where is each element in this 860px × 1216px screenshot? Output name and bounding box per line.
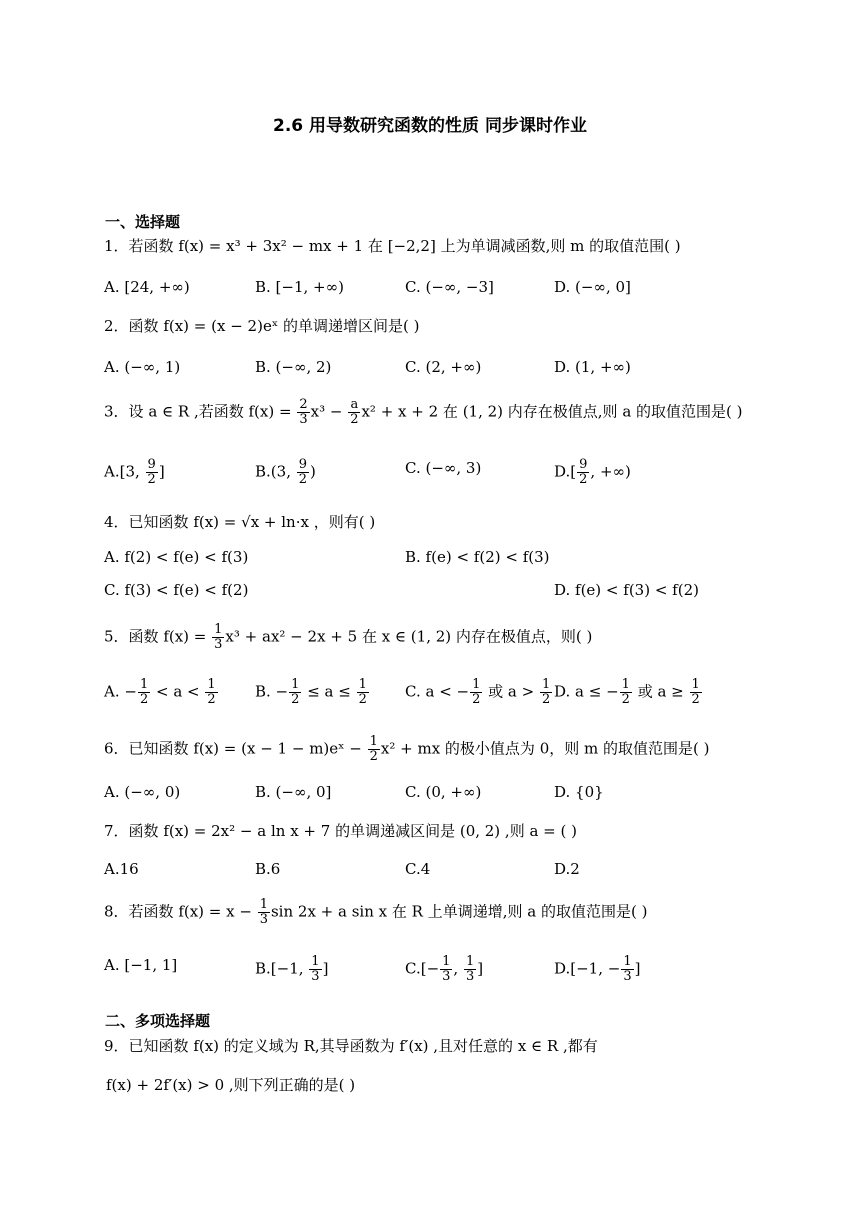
option-b[interactable]: B. − $\frac{1}{2}$ ≤ a ≤ $\frac{1}{2}$ [255,677,367,707]
question-4-options [104,547,764,569]
question-number: 9． [104,1037,129,1055]
question-text: 函数 f(x) = 2x² − a ln x + 7 的单调递减区间是 (0, 2) ,则 a = ( ) [128,822,577,840]
option-b[interactable]: B.[−1, $\frac{1}{3}$ ] [255,954,329,984]
option-a[interactable]: A. [−1, 1] [104,956,178,974]
option-b[interactable]: B.6 [255,860,281,878]
question-text: 设 a ∈ R ,若函数 f(x) = [128,402,297,421]
question-1-options [104,277,764,299]
option-c[interactable]: C.[− $\frac{1}{3}$ , $\frac{1}{3}$ ] [405,954,484,984]
option-b[interactable]: B. [−1, +∞) [255,278,344,296]
page-title: 2.6 用导数研究函数的性质 同步课时作业 [273,116,587,136]
section-heading-single-choice: 一、选择题 [105,213,181,231]
fraction: $\frac{1}{3}$ [259,897,268,927]
option-d[interactable]: D.2 [554,860,580,878]
question-text: 已知函数 f(x) = √x + ln·x ，则有( ) [128,513,376,531]
question-number: 2． [104,317,129,335]
question-8-options [104,955,764,985]
question-number: 5． [104,627,129,646]
question-text: 函数 f(x) = [128,627,212,646]
question-8: 8．若函数 f(x) = x − $\frac{1}{3}$ sin 2x + a sin x 在 R 上单调递增,则 a 的取值范围是( ) [104,897,648,927]
section-heading-multi-choice: 二、多项选择题 [105,1012,211,1030]
question-5: 5．函数 f(x) = $\frac{1}{3}$ x³ + ax² − 2x + 5 在 x ∈ (1, 2) 内存在极值点，则( ) [104,622,593,652]
option-a[interactable]: A.[3, $\frac{9}{2}$ ] [104,457,165,487]
option-c[interactable]: C. (−∞, −3] [405,278,494,296]
question-2 [104,316,419,336]
question-7-options [104,859,764,881]
option-b[interactable]: B. f(e) < f(2) < f(3) [405,548,550,566]
question-number: 1． [104,237,129,255]
option-c[interactable]: C. (0, +∞) [405,783,482,801]
fraction: $\frac{2}{3}$ [299,397,308,427]
question-6-options [104,782,764,804]
question-6: 6．已知函数 f(x) = (x − 1 − m)eˣ − $\frac{1}{2}$ x² + mx 的极小值点为 0，则 m 的取值范围是( ) [104,734,710,764]
question-7 [104,821,577,841]
option-d[interactable]: D. (1, +∞) [554,358,631,376]
option-d[interactable]: D. {0} [554,783,604,801]
question-text: f(x) + 2f′(x) > 0 ,则下列正确的是( ) [106,1076,356,1094]
option-a[interactable]: A. (−∞, 1) [104,358,181,376]
question-4-options-row2 [104,580,764,602]
fraction: $\frac{1}{2}$ [369,734,378,764]
option-d[interactable]: D.[−1, − $\frac{1}{3}$ ] [554,954,641,984]
option-c[interactable]: C. a < − $\frac{1}{2}$ 或 a > $\frac{1}{2}$ [405,677,551,707]
option-b[interactable]: B. (−∞, 2) [255,358,332,376]
option-a[interactable]: A. f(2) < f(e) < f(3) [104,548,249,566]
question-4 [104,512,375,532]
option-c[interactable]: C. f(3) < f(e) < f(2) [104,581,249,599]
question-text: 已知函数 f(x) 的定义域为 R,其导函数为 f′(x) ,且对任意的 x ∈ R ,都有 [128,1037,598,1055]
question-text: 若函数 f(x) = x³ + 3x² − mx + 1 在 [−2,2] 上为单调减函数,则 m 的取值范围( ) [128,237,681,255]
question-number: 6． [104,739,129,758]
question-text: 函数 f(x) = (x − 2)eˣ 的单调递增区间是( ) [128,317,420,335]
question-number: 4． [104,513,129,531]
question-9-line-2 [106,1075,355,1095]
question-number: 7． [104,822,129,840]
option-d[interactable]: D.[ $\frac{9}{2}$ , +∞) [554,457,631,487]
question-text: 若函数 f(x) = x − [128,902,257,921]
fraction: $\frac{a}{2}$ [350,397,359,427]
question-2-options [104,357,764,379]
option-d[interactable]: D. (−∞, 0] [554,278,631,296]
question-5-options [104,678,764,708]
question-3: 3．设 a ∈ R ,若函数 f(x) = $\frac{2}{3}$ x³ − $\frac{a}{2}$ x² + x + 2 在 (1, 2) 内存在极值点,则 a 的取值范围是( ) [104,397,743,427]
question-1 [104,236,681,256]
question-9 [104,1036,598,1056]
option-b[interactable]: B.(3, $\frac{9}{2}$ ) [255,457,316,487]
option-b[interactable]: B. (−∞, 0] [255,783,332,801]
option-a[interactable]: A.16 [104,860,139,878]
option-c[interactable]: C. (−∞, 3) [405,459,482,477]
option-a[interactable]: A. − $\frac{1}{2}$ < a < $\frac{1}{2}$ [104,677,216,707]
question-number: 3． [104,402,129,421]
question-text: 已知函数 f(x) = (x − 1 − m)eˣ − [128,739,367,758]
option-a[interactable]: A. [24, +∞) [104,278,190,296]
option-d[interactable]: D. a ≤ − $\frac{1}{2}$ 或 a ≥ $\frac{1}{2}$ [554,677,700,707]
option-a[interactable]: A. (−∞, 0) [104,783,181,801]
question-3-options [104,458,764,488]
fraction: $\frac{1}{3}$ [214,622,223,652]
option-c[interactable]: C. (2, +∞) [405,358,482,376]
option-c[interactable]: C.4 [405,860,431,878]
option-d[interactable]: D. f(e) < f(3) < f(2) [554,581,699,599]
question-number: 8． [104,902,129,921]
